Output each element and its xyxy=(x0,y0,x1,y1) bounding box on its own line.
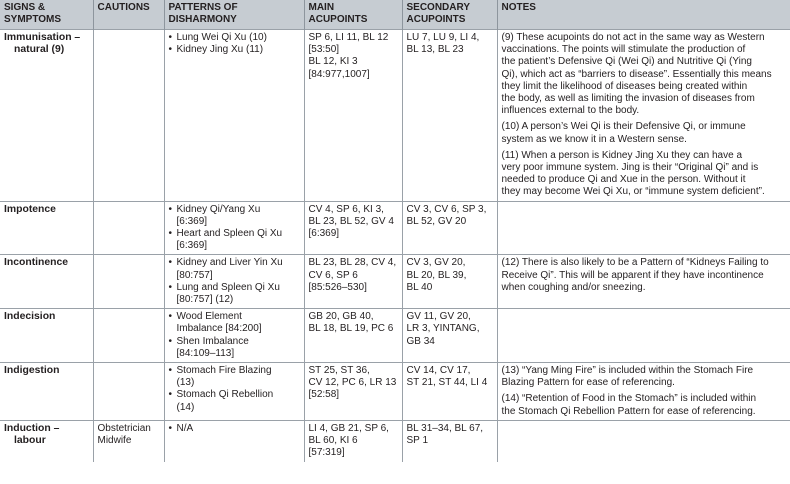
patterns-cell xyxy=(164,201,304,255)
pattern-item xyxy=(169,365,300,389)
symptom-cell xyxy=(0,309,93,363)
text-line: LU 7, LU 9, LI 4, xyxy=(406,32,480,43)
pattern-list xyxy=(169,257,300,306)
text-line: BL 60, KI 6 xyxy=(308,435,358,447)
notes-cell xyxy=(497,255,790,309)
note-paragraph xyxy=(502,150,787,199)
cautions-cell xyxy=(93,309,164,363)
text-line: Kidney and Liver Yin Xu xyxy=(176,257,283,269)
text-line: CV 12, PC 6, LR 13 xyxy=(308,377,397,389)
text-line: Incontinence xyxy=(4,257,69,269)
text-line: Shen Imbalance xyxy=(176,335,249,347)
text-line: the patient’s Defensive Qi (Wei Qi) and Nutritive Qi (Ying xyxy=(501,56,752,68)
text-line: BL 31–34, BL 67, xyxy=(406,422,484,434)
note-paragraph xyxy=(502,121,787,145)
text-line: BL 12, KI 3 xyxy=(308,56,358,68)
table-row xyxy=(0,363,790,421)
cautions-cell xyxy=(93,30,164,202)
text-line: GV 11, GV 20, xyxy=(406,311,471,323)
text-line: Indigestion xyxy=(4,365,60,377)
header-patterns: PATTERNS OF DISHARMONY xyxy=(164,0,304,30)
header-notes: NOTES xyxy=(497,0,790,30)
text-line: BL 13, BL 23 xyxy=(406,44,464,56)
pattern-item xyxy=(169,423,300,435)
cautions-cell xyxy=(93,201,164,255)
cautions-cell xyxy=(93,420,164,461)
pattern-list xyxy=(169,311,300,360)
pattern-list xyxy=(169,204,300,253)
text-line: Midwife xyxy=(97,435,132,447)
text-line: GB 20, GB 40, xyxy=(308,311,374,323)
text-line: (13) “Yang Ming Fire” is included within the Stomach Fire xyxy=(501,365,754,377)
secondary-acupoints-cell xyxy=(402,255,497,309)
text-line: [85:526–530] xyxy=(308,281,367,293)
text-line: Qi), which act as “barriers to disease”. Essentially this means xyxy=(501,68,772,80)
pattern-list xyxy=(169,423,300,435)
text-line: Kidney Qi/Yang Xu xyxy=(176,203,261,215)
text-line: Imbalance [84:200] xyxy=(176,323,262,335)
text-line: the Stomach Qi Rebellion Pattern for ease of referencing. xyxy=(501,405,756,417)
text-line: Kidney Jing Xu (11) xyxy=(176,44,264,56)
text-line: (11) When a person is Kidney Jing Xu they can have a xyxy=(501,149,743,161)
secondary-acupoints-cell xyxy=(402,30,497,202)
notes-cell xyxy=(497,30,790,202)
text-line: Wood Element xyxy=(176,311,242,323)
text-line: Lung and Spleen Qi Xu xyxy=(176,281,280,293)
text-line: Indecision xyxy=(4,311,56,323)
patterns-cell xyxy=(164,363,304,421)
text-line: CV 14, CV 17, xyxy=(406,365,471,377)
text-line: [53:50] xyxy=(308,44,340,56)
text-line: Obstetrician xyxy=(97,422,151,434)
pattern-item xyxy=(169,32,300,44)
patterns-cell xyxy=(164,309,304,363)
text-line: [6:369] xyxy=(176,240,208,252)
header-main-acupoints: MAIN ACUPOINTS xyxy=(304,0,402,30)
text-line: ST 21, ST 44, LI 4 xyxy=(406,377,488,389)
note-paragraph xyxy=(502,365,787,389)
text-line: (9) These acupoints do not act in the same way as Western xyxy=(501,32,765,43)
text-line: Induction – xyxy=(4,422,60,434)
secondary-acupoints-cell xyxy=(402,201,497,255)
note-paragraph xyxy=(502,393,787,417)
pattern-item xyxy=(169,44,300,56)
note-paragraph xyxy=(502,32,787,117)
text-line: influences external to the body. xyxy=(501,105,640,117)
table-row xyxy=(0,309,790,363)
pattern-item xyxy=(169,228,300,252)
symptom-cell xyxy=(0,420,93,461)
notes-cell xyxy=(497,201,790,255)
text-line: vaccinations. The points will stimulate the production of xyxy=(501,44,746,56)
main-acupoints-cell xyxy=(304,201,402,255)
patterns-cell xyxy=(164,420,304,461)
symptom-cell xyxy=(0,363,93,421)
text-line: BL 23, BL 52, GV 4 xyxy=(308,215,394,227)
cautions-cell xyxy=(93,363,164,421)
text-line: Stomach Qi Rebellion xyxy=(176,389,274,401)
text-line: (10) A person’s Wei Qi is their Defensive Qi, or immune xyxy=(501,121,746,133)
text-line: Stomach Fire Blazing xyxy=(176,365,272,377)
text-line: they limit the likelihood of diseases being created within xyxy=(501,80,748,92)
text-line: (14) xyxy=(176,401,195,413)
text-line: Heart and Spleen Qi Xu xyxy=(176,228,283,240)
text-line: [52:58] xyxy=(308,389,340,401)
table-header xyxy=(0,0,790,30)
text-line: [80:757] xyxy=(176,269,213,281)
text-line: the body, as well as limiting the invasion of diseases from xyxy=(501,93,755,105)
text-line: CV 4, SP 6, KI 3, xyxy=(308,203,384,215)
main-acupoints-cell xyxy=(304,363,402,421)
patterns-cell xyxy=(164,255,304,309)
table-row xyxy=(0,255,790,309)
text-line: (13) xyxy=(176,377,195,389)
text-line: CV 6, SP 6 xyxy=(308,269,358,281)
text-line: [6:369] xyxy=(176,215,208,227)
main-acupoints-cell xyxy=(304,30,402,202)
text-line: GB 34 xyxy=(406,335,435,347)
table-row xyxy=(0,201,790,255)
text-line: BL 52, GV 20 xyxy=(406,215,467,227)
secondary-acupoints-cell xyxy=(402,309,497,363)
text-line: system as we know it in a Western sense. xyxy=(501,133,687,145)
table-row xyxy=(0,420,790,461)
notes-cell xyxy=(497,309,790,363)
pattern-item xyxy=(169,204,300,228)
note-paragraph xyxy=(502,257,787,294)
text-line: [80:757] (12) xyxy=(176,294,234,306)
text-line: (14) “Retention of Food in the Stomach” is included within xyxy=(501,393,757,405)
text-line: BL 40 xyxy=(406,281,433,293)
pattern-item xyxy=(169,311,300,335)
text-line: Lung Wei Qi Xu (10) xyxy=(176,32,267,43)
pattern-item xyxy=(169,389,300,413)
text-line: natural (9) xyxy=(14,44,65,56)
text-line: LR 3, YINTANG, xyxy=(406,323,480,335)
text-line: BL 20, BL 39, xyxy=(406,269,467,281)
text-line: they may become Wei Qi Xu, or “immune system deficient”. xyxy=(501,186,765,198)
pattern-list xyxy=(169,365,300,414)
text-line: [6:369] xyxy=(308,228,340,240)
table-row xyxy=(0,30,790,202)
text-line: needed to produce Qi and Xue in the person. Without it xyxy=(501,174,746,186)
text-line: N/A xyxy=(176,422,194,434)
text-line: [84:109–113] xyxy=(176,347,235,359)
text-line: (12) There is also likely to be a Pattern of “Kidneys Failing to xyxy=(501,257,769,269)
text-line: labour xyxy=(14,435,46,447)
text-line: SP 6, LI 11, BL 12 xyxy=(308,32,389,43)
main-acupoints-cell xyxy=(304,420,402,461)
symptom-cell xyxy=(0,201,93,255)
pattern-item xyxy=(169,282,300,306)
text-line: SP 1 xyxy=(406,435,428,447)
header-cautions: CAUTIONS xyxy=(93,0,164,30)
text-line: Blazing Pattern for ease of referencing. xyxy=(501,377,675,389)
header-signs-symptoms: SIGNS & SYMPTOMS xyxy=(0,0,93,30)
text-line: very poor immune system. Jing is their “Original Qi” and is xyxy=(501,162,759,174)
text-line: Immunisation – xyxy=(4,32,81,43)
text-line: when coughing and/or sneezing. xyxy=(501,281,646,293)
main-acupoints-cell xyxy=(304,309,402,363)
secondary-acupoints-cell xyxy=(402,420,497,461)
text-line: BL 23, BL 28, CV 4, xyxy=(308,257,397,269)
pattern-list xyxy=(169,32,300,56)
symptom-cell xyxy=(0,30,93,202)
text-line: ST 25, ST 36, xyxy=(308,365,370,377)
symptom-cell xyxy=(0,255,93,309)
secondary-acupoints-cell xyxy=(402,363,497,421)
notes-cell xyxy=(497,363,790,421)
text-line: BL 18, BL 19, PC 6 xyxy=(308,323,394,335)
text-line: LI 4, GB 21, SP 6, xyxy=(308,422,389,434)
notes-cell xyxy=(497,420,790,461)
pattern-item xyxy=(169,336,300,360)
header-secondary-acupoints: SECONDARY ACUPOINTS xyxy=(402,0,497,30)
pattern-item xyxy=(169,257,300,281)
main-acupoints-cell xyxy=(304,255,402,309)
text-line: Impotence xyxy=(4,203,56,215)
cautions-cell xyxy=(93,255,164,309)
patterns-cell xyxy=(164,30,304,202)
text-line: [57:319] xyxy=(308,447,345,459)
text-line: CV 3, CV 6, SP 3, xyxy=(406,203,487,215)
text-line: CV 3, GV 20, xyxy=(406,257,466,269)
text-line: Receive Qi”. This will be apparent if they have incontinence xyxy=(501,269,764,281)
text-line: [84:977,1007] xyxy=(308,68,370,80)
